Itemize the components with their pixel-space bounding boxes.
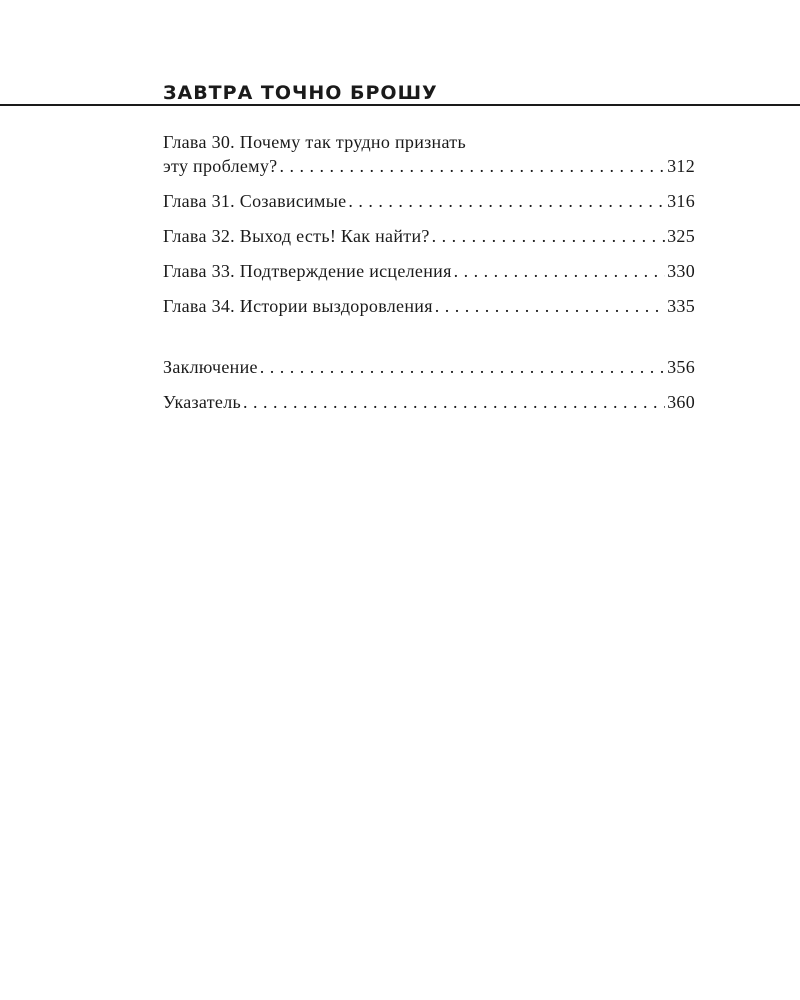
table-of-contents: [163, 130, 695, 425]
toc-entry-title: Глава 31. Созависимые: [163, 191, 347, 211]
toc-entry-title: Заключение: [163, 357, 258, 377]
toc-entry-page: 360: [667, 392, 695, 412]
dot-leader: [279, 154, 665, 178]
toc-entry-title: Глава 30. Почему так трудно признать: [163, 132, 466, 152]
toc-entry-page: 356: [667, 357, 695, 377]
toc-entry-chapter-31: [163, 189, 695, 213]
dot-leader: [435, 294, 665, 318]
toc-entry-chapter-34: [163, 294, 695, 318]
toc-entry-chapter-32: [163, 224, 695, 248]
dot-leader: [348, 189, 665, 213]
dot-leader: [243, 390, 665, 414]
dot-leader: [454, 259, 665, 283]
toc-entry-page: 312: [667, 156, 695, 176]
dot-leader: [260, 355, 665, 379]
toc-entry-page: 335: [667, 296, 695, 316]
toc-entry-last-line: [163, 259, 695, 283]
running-head-title: ЗАВТРА ТОЧНО БРОШУ: [163, 82, 438, 104]
header-rule: [0, 104, 800, 106]
toc-entry-title: Глава 34. Истории выздоровления: [163, 296, 433, 316]
toc-entry-chapter-30: [163, 130, 695, 178]
toc-entry-conclusion: [163, 355, 695, 379]
toc-entry-title: эту проблему?: [163, 156, 278, 176]
toc-entry-title: Указатель: [163, 392, 242, 412]
toc-entry-last-line: [163, 224, 695, 248]
toc-entry-chapter-33: [163, 259, 695, 283]
toc-entry-page: 316: [667, 191, 695, 211]
toc-entry-last-line: [163, 189, 695, 213]
toc-entry-last-line: [163, 294, 695, 318]
toc-entry-last-line: [163, 154, 695, 178]
toc-entry-last-line: [163, 355, 695, 379]
toc-entry-page: 330: [667, 261, 695, 281]
toc-entry-title: Глава 33. Подтверждение исцеления: [163, 261, 452, 281]
dot-leader: [432, 224, 665, 248]
toc-entry-index: [163, 390, 695, 414]
toc-entry-last-line: [163, 390, 695, 414]
toc-entry-title-line: [163, 130, 695, 154]
toc-entry-title: Глава 32. Выход есть! Как найти?: [163, 226, 430, 246]
toc-entry-page: 325: [667, 226, 695, 246]
